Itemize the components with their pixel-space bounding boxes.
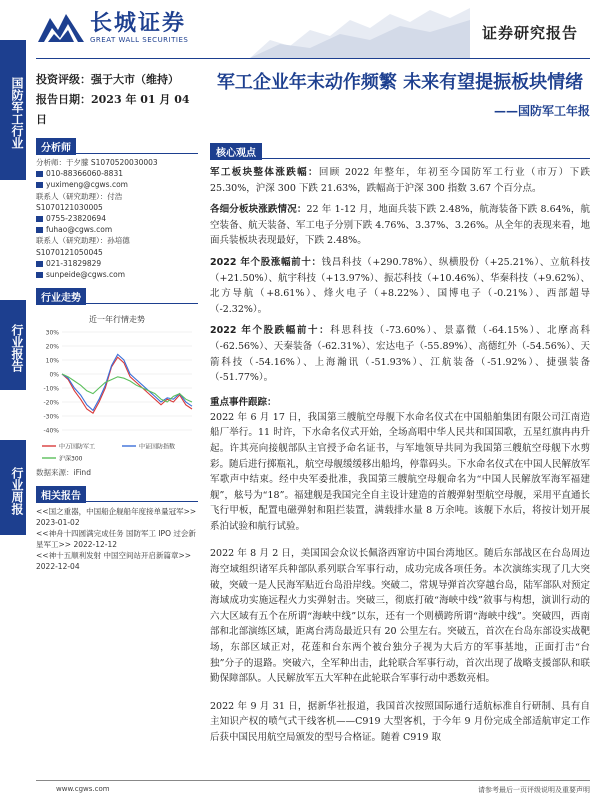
side-label-weekly: 行业周报 [0, 440, 26, 535]
logo-en-text: GREAT WALL SECURITIES [90, 36, 189, 44]
analyst-title-label: 分析师 [36, 138, 76, 155]
trend-chart-svg [36, 308, 198, 466]
analyst-line: S1070121050045 [36, 247, 103, 257]
company-logo [36, 8, 188, 48]
y-tick-label: 10% [45, 357, 59, 365]
great-wall-banner-icon [250, 0, 470, 58]
trend-chart [36, 308, 198, 466]
analyst-info [36, 157, 198, 280]
analyst-line: 联系人（研究助理）：付浩 [36, 191, 123, 201]
y-tick-label: 0% [49, 371, 59, 379]
event-taiwan-drill: 2022 年 8 月 2 日，美国国会众议长佩洛西窜访中国台湾地区。随后东部战区在台岛周边海空域组织诸军兵种部队系列联合军事行动，成功完成各项任务。本次演练实现了几大突破，突破一是人民海军贴近台岛沿岸线。突破二，常规导弹首次穿越台岛，陆军部队对预定海域成功实施远程火力实弹射击。突破三，彻底打破“海峡中线”敘事与构想，演训行动的六大区域有五个在所谓“海峡中线”以东，还有一个则横跨所谓“海峡中线”。突破四，西南部和北部演练区域，距离台湾岛最近只有 20 公里左右。突破五，首次在台岛东部设实战靶场，东部区域正对，花莲和台东两个被台独分子视为大后方的军事基地，正面打击“台独”分子的退路。突破六，全军种出击，此轮联合军事行动，首次出现了战略支援部队和联勤保障部队。人民解放军五大军种在此轮联合军事行动中悉数亮相。 [210, 548, 591, 685]
analyst-line: 分析师：于夕朦 S1070520030003 [36, 158, 158, 167]
legend-label: 中万国防军工 [59, 443, 96, 451]
para-body: 22 年 1-12 月，地面兵装下跌 2.48%，航海装备下跌 8.64%，航空装备、航天装备、军工电子分别下跌 4.76%、3.37%、3.26%。从全年的表现来看，地面兵装板块表现最好，下跌 2.48%。 [210, 204, 590, 247]
phone-icon [36, 171, 43, 177]
related-report-link[interactable]: <<神十五顺利发射 中国空间站开启新篇章>> 2022-12-04 [36, 551, 192, 572]
email-icon [36, 272, 43, 278]
event-c919: 2022 年 9 月 31 日，据新华社报道，我国首次按照国际通行适航标准自行研制、具有自主知识产权的喷气式干线客机——C919 大型客机，于今年 9 月份完成全部适航审定工作后获中国民用航空局颁发的型号合格证。随着 C919 取 [210, 700, 590, 743]
analyst-line: 010-88366060-8831 [36, 168, 198, 179]
logo-cn-text: 长城证券 [90, 11, 187, 36]
side-label-industry: 国防军工行业 [0, 40, 26, 180]
event-carrier: 2022 年 6 月 17 日，我国第三艘航空母舰下水命名仪式在中国船舶集团有限公司江南造船厂举行。11 时许，下水命名仪式开始，全场高唱中华人民共和国国歌，五星红旗冉冉升起。许其亮向接舰部队主官授予命名证书，与军地领导共同为我国第三艘航空母舰下水剪彩。随后进行掷瓶礼，航空母舰缓缓移出船坞，停靠码头。下水命名仪式在中国人民解放军军歌声中结束。经中央军委批准，我国第三艘航空母舰命名为“中国人民解放军海军福建舰”，舷号为“18”。福建舰是我国完全自主设计建造的首艘弹射型航空母舰，采用平直通长飞行甲板，配置电磁弹射和阻拦装置，满载排水量 8 万余吨。该舰下水后，将按计划开展系泊试验和航行试验。 [210, 411, 591, 532]
phone-icon [36, 216, 43, 222]
para-head: 2022 年个股跌幅前十： [210, 325, 331, 337]
paragraph-top-losers [210, 323, 590, 385]
y-tick-label: 30% [45, 329, 59, 337]
report-subtitle: ——国防军工年报 [493, 104, 590, 118]
analyst-line: 0755-23820694 [36, 213, 198, 224]
chart-title: 近一年行情走势 [89, 315, 145, 325]
para-head: 军工板块整体涨跌幅： [210, 167, 319, 178]
series-line-0 [62, 357, 192, 413]
y-tick-label: -30% [43, 413, 59, 421]
page-footer [36, 780, 590, 794]
core-title-label: 核心观点 [210, 143, 262, 160]
header-divider [36, 58, 590, 59]
analyst-line[interactable]: yuximeng@cgws.com [36, 179, 198, 190]
para-body: 回顾 2022 年整年，年初至今国防军工行业（市万）下跌 25.30%，沪深 300 下跌 21.63%，跌幅高于沪深 300 指数 3.67 个百分点。 [210, 167, 590, 194]
paragraph-overall [210, 165, 590, 196]
related-title-label: 相关报告 [36, 486, 86, 503]
left-column [36, 70, 198, 572]
para-head: 各细分板块涨跌情况： [210, 204, 307, 216]
analyst-line[interactable]: sunpeide@cgws.com [36, 269, 198, 280]
y-tick-label: 20% [45, 343, 59, 351]
analyst-section-title [36, 136, 198, 154]
core-section-title [210, 141, 590, 159]
paragraph-top-gainers [210, 255, 590, 317]
report-title: 军工企业年末动作频繁 未来有望提振板块情绪 [216, 72, 584, 93]
footer-website[interactable]: www.cgws.com [56, 785, 110, 793]
analyst-line[interactable]: fuhao@cgws.com [36, 224, 198, 235]
para-body: 科思科技（-73.60%）、景嘉微（-64.15%）、北摩高科（-62.56%）、天秦装备（-62.31%）、宏达电子（-55.89%）、高德红外（-54.56%）、天箭科技（-54.16%）、上海瀚讯（-51.93%）、江航装备（-51.92%）、捷强装备（-51.77%）。 [210, 325, 591, 384]
report-type-label: 证券研究报告 [481, 24, 578, 42]
footer-disclaimer: 请参考最后一页评级说明及重要声明 [478, 786, 590, 794]
great-wall-logo-icon [36, 8, 86, 48]
analyst-line: 021-31829829 [36, 258, 198, 269]
investment-rating: 投资评级：强于大市（维持） [36, 73, 179, 86]
report-header [0, 0, 600, 62]
trend-section-title [36, 286, 198, 304]
related-report-link[interactable]: <<神舟十四圆满完成任务 国防军工 IPO 过会新星军工>> 2022-12-12 [36, 529, 196, 550]
legend-label: 沪深300 [59, 455, 83, 463]
trend-title-label: 行业走势 [36, 288, 86, 305]
side-label-report: 行业报告 [0, 300, 26, 390]
email-icon [36, 227, 43, 233]
side-bar [0, 0, 26, 800]
paragraph-segments [210, 202, 590, 249]
analyst-line: 联系人（研究助理）：孙培德 [36, 236, 130, 246]
main-column [210, 70, 590, 746]
related-section-title [36, 484, 198, 502]
y-tick-label: -10% [43, 385, 59, 393]
y-tick-label: -40% [43, 427, 59, 435]
related-report-link[interactable]: <<国之重器，中国船企舰船年度接单量冠军>> 2023-01-02 [36, 507, 197, 528]
report-date: 报告日期：2023 年 01 月 04 日 [36, 93, 190, 126]
y-tick-label: -20% [43, 399, 59, 407]
related-reports [36, 506, 198, 572]
phone-icon [36, 261, 43, 267]
analyst-line: S1070121030005 [36, 202, 103, 212]
para-body: 钱昌科技（+290.78%）、纵横股份（+25.21%）、立航科技（+21.50%）、航宇科技（+13.97%）、振芯科技（+10.46%）、华秦科技（+9.62%）、北方导航（+8.61%）、烽火电子（+8.22%）、国博电子（-0.21%）、西部超导（-2.32%）。 [210, 256, 590, 315]
email-icon [36, 182, 43, 188]
chart-source: 数据来源：iFind [36, 468, 91, 478]
events-heading: 重点事件跟踪： [210, 396, 277, 408]
legend-label: 中证国防指数 [139, 443, 176, 451]
para-head: 2022 年个股涨幅前十： [210, 256, 322, 268]
